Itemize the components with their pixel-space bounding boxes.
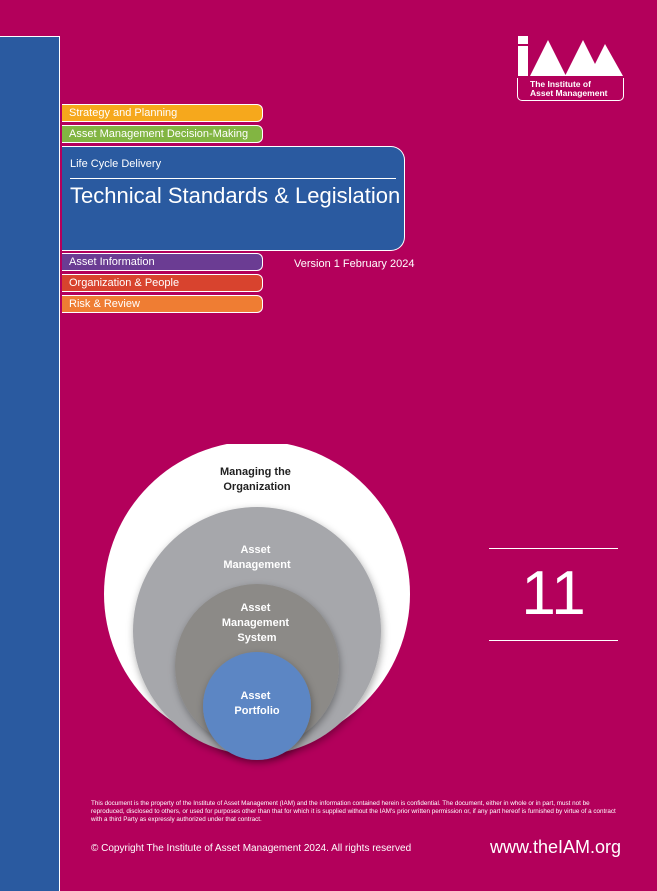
label-asset-portfolio: Asset Portfolio bbox=[234, 690, 280, 717]
blue-side-band bbox=[0, 36, 60, 891]
tab-risk-review[interactable]: Risk & Review bbox=[62, 295, 263, 313]
label-managing-organization: Managing the Organization bbox=[220, 466, 291, 493]
nested-circles-diagram bbox=[102, 444, 412, 784]
number-rule-bottom bbox=[489, 640, 618, 641]
disclaimer-text: This document is the property of the Institute of Asset Management (IAM) and the information contained herein is confidential. The document, either in whole or in part, must not be reproduced, disclosed to others, or used for purposes other than that for which it is supplied without the IAM's prior written permission or, if any part hereof is furnished by virtue of a contract with a third Party as expressly authorized under that contract. bbox=[91, 800, 616, 823]
website-link[interactable]: www.theIAM.org bbox=[490, 837, 622, 857]
version-text: Version 1 February 2024 bbox=[294, 258, 415, 270]
tab-strategy-planning[interactable]: Strategy and Planning bbox=[62, 104, 263, 122]
panel-divider bbox=[70, 178, 396, 179]
label-asset-management: Asset Management bbox=[223, 544, 291, 571]
tab-asset-information[interactable]: Asset Information bbox=[62, 253, 263, 271]
tab-organization-people[interactable]: Organization & People bbox=[62, 274, 263, 292]
logo-subtitle-line1: The Institute of bbox=[530, 79, 591, 89]
logo-subtitle-line2: Asset Management bbox=[530, 88, 608, 98]
main-title-panel bbox=[62, 146, 405, 251]
panel-kicker: Life Cycle Delivery bbox=[70, 158, 162, 170]
logo-subtitle bbox=[517, 78, 624, 101]
label-asset-management-system: Asset Management System bbox=[221, 602, 290, 644]
document-number: 11 bbox=[521, 559, 586, 628]
number-rule-top bbox=[489, 548, 618, 549]
copyright-text: © Copyright The Institute of Asset Management 2024. All rights reserved bbox=[91, 843, 412, 854]
tab-decision-making[interactable]: Asset Management Decision-Making bbox=[62, 125, 263, 143]
document-title: Technical Standards & Legislation bbox=[70, 183, 401, 208]
